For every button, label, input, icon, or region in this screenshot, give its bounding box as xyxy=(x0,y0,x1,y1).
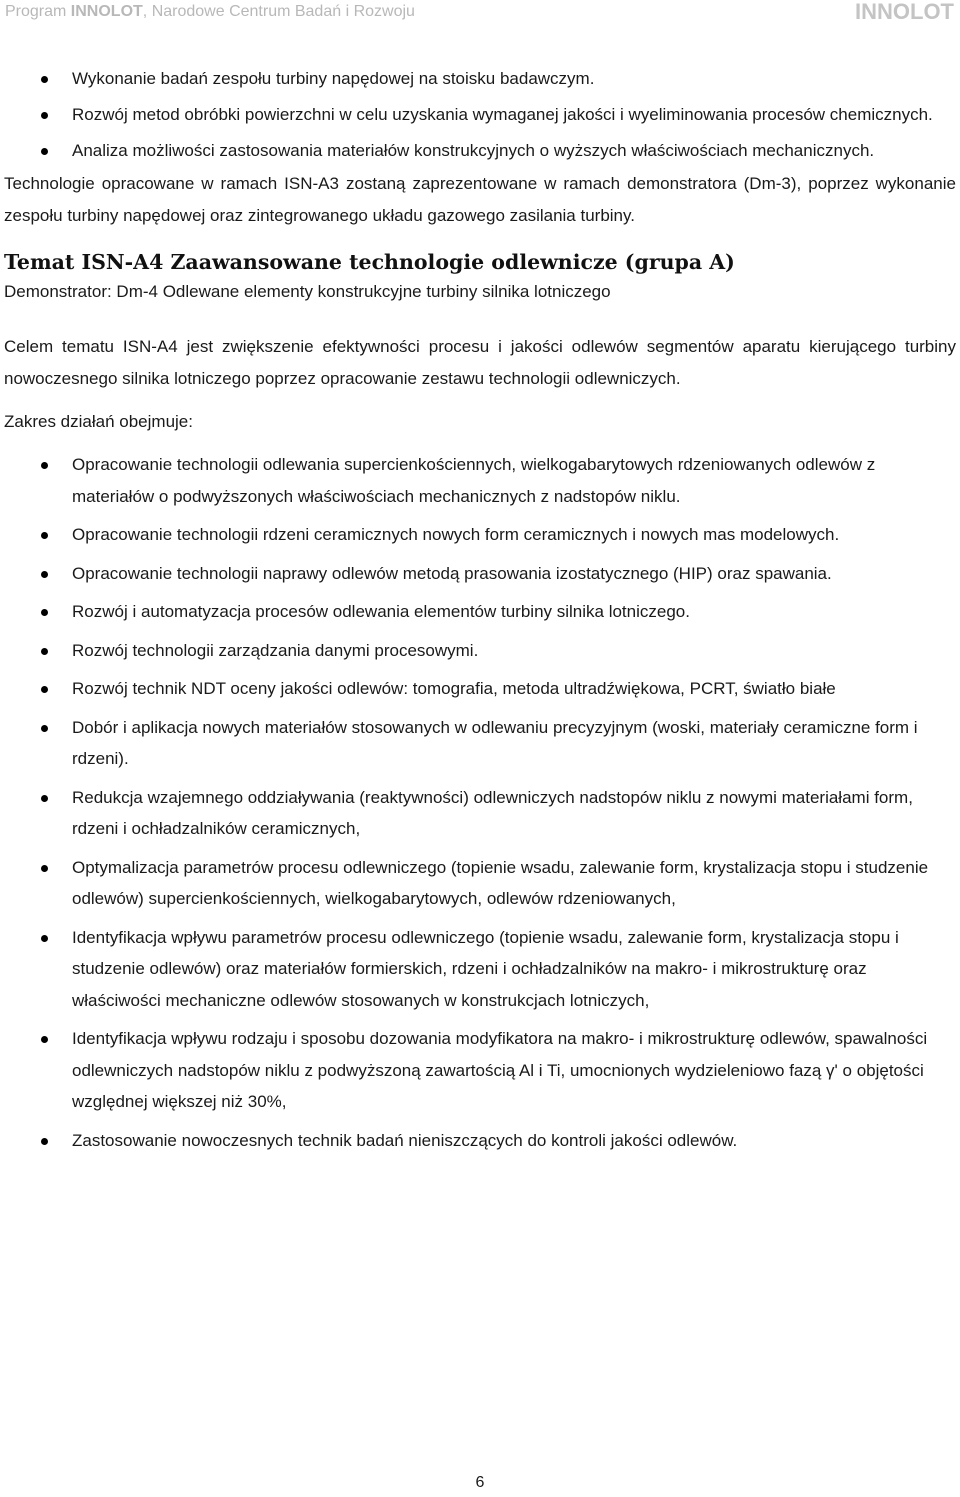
page-number: 6 xyxy=(475,1474,485,1491)
list-item: Wykonanie badań zespołu turbiny napędowej na stoisku badawczym. xyxy=(4,63,956,95)
list-item: Rozwój i automatyzacja procesów odlewania elementów turbiny silnika lotniczego. xyxy=(4,596,956,628)
list-item: Opracowanie technologii odlewania supercienkościennych, wielkogabarytowych rdzeniowanych odlewów z materiałów o podwyższonych właściwościach mechanicznych z nadstopów niklu. xyxy=(4,449,956,512)
top-bullet-list xyxy=(4,63,956,167)
demonstrator-line: Demonstrator: Dm-4 Odlewane elementy konstrukcyjne turbiny silnika lotniczego xyxy=(4,282,611,301)
header-program-prefix: Program xyxy=(5,3,71,20)
list-item: Opracowanie technologii naprawy odlewów metodą prasowania izostatycznego (HIP) oraz spawania. xyxy=(4,558,956,590)
scope-label: Zakres działań obejmuje: xyxy=(4,412,193,431)
list-item: Zastosowanie nowoczesnych technik badań nieniszczących do kontroli jakości odlewów. xyxy=(4,1125,956,1157)
header-program-name: INNOLOT xyxy=(70,3,143,20)
scope-list xyxy=(4,449,956,1156)
header-program-text xyxy=(5,3,415,21)
goal-paragraph: Celem tematu ISN-A4 jest zwiększenie efektywności procesu i jakości odlewów segmentów aparatu kierującego turbiny nowoczesnego silnika lotniczego poprzez opracowanie zestawu technologii odlewniczych. xyxy=(4,337,956,388)
list-item: Rozwój technologii zarządzania danymi procesowymi. xyxy=(4,635,956,667)
header-program-suffix: , Narodowe Centrum Badań i Rozwoju xyxy=(142,3,415,20)
page-header xyxy=(0,0,960,28)
header-logo: INNOLOT xyxy=(855,0,954,24)
list-item: Redukcja wzajemnego oddziaływania (reaktywności) odlewniczych nadstopów niklu z nowymi materiałami form, rdzeni i ochładzalników ceramicznych, xyxy=(4,782,956,845)
technology-paragraph: Technologie opracowane w ramach ISN-A3 zostaną zaprezentowane w ramach demonstratora (Dm-3), poprzez wykonanie zespołu turbiny napędowej oraz zintegrowanego układu gazowego zasilania turbiny. xyxy=(4,174,956,225)
list-item: Opracowanie technologii rdzeni ceramicznych nowych form ceramicznych i nowych mas modelowych. xyxy=(4,519,956,551)
topic-title: Temat ISN-A4 Zaawansowane technologie odlewnicze (grupa A) xyxy=(4,250,735,274)
page-content xyxy=(4,63,956,1163)
list-item: Dobór i aplikacja nowych materiałów stosowanych w odlewaniu precyzyjnym (woski, materiały ceramiczne form i rdzeni). xyxy=(4,712,956,775)
list-item: Rozwój technik NDT oceny jakości odlewów: tomografia, metoda ultradźwiękowa, PCRT, światło białe xyxy=(4,673,956,705)
list-item: Identyfikacja wpływu parametrów procesu odlewniczego (topienie wsadu, zalewanie form, krystalizacja stopu i studzenie odlewów) oraz materiałów formierskich, rdzeni i ochładzalników na makro- i mikrostrukturę oraz właściwości mechaniczne odlewów stosowanych w konstrukcjach lotniczych, xyxy=(4,922,956,1017)
list-item: Optymalizacja parametrów procesu odlewniczego (topienie wsadu, zalewanie form, krystalizacja stopu i studzenie odlewów) supercienkościennych, wielkogabarytowych, odlewów rdzeniowanych, xyxy=(4,852,956,915)
list-item: Analiza możliwości zastosowania materiałów konstrukcyjnych o wyższych właściwościach mechanicznych. xyxy=(4,135,956,167)
list-item: Identyfikacja wpływu rodzaju i sposobu dozowania modyfikatora na makro- i mikrostrukturę odlewów, spawalności odlewniczych nadstopów niklu z podwyższoną zawartością Al i Ti, umocnionych wydzieleniowo fazą γ' o objętości względnej większej niż 30%, xyxy=(4,1023,956,1118)
list-item: Rozwój metod obróbki powierzchni w celu uzyskania wymaganej jakości i wyeliminowania procesów chemicznych. xyxy=(4,99,956,131)
